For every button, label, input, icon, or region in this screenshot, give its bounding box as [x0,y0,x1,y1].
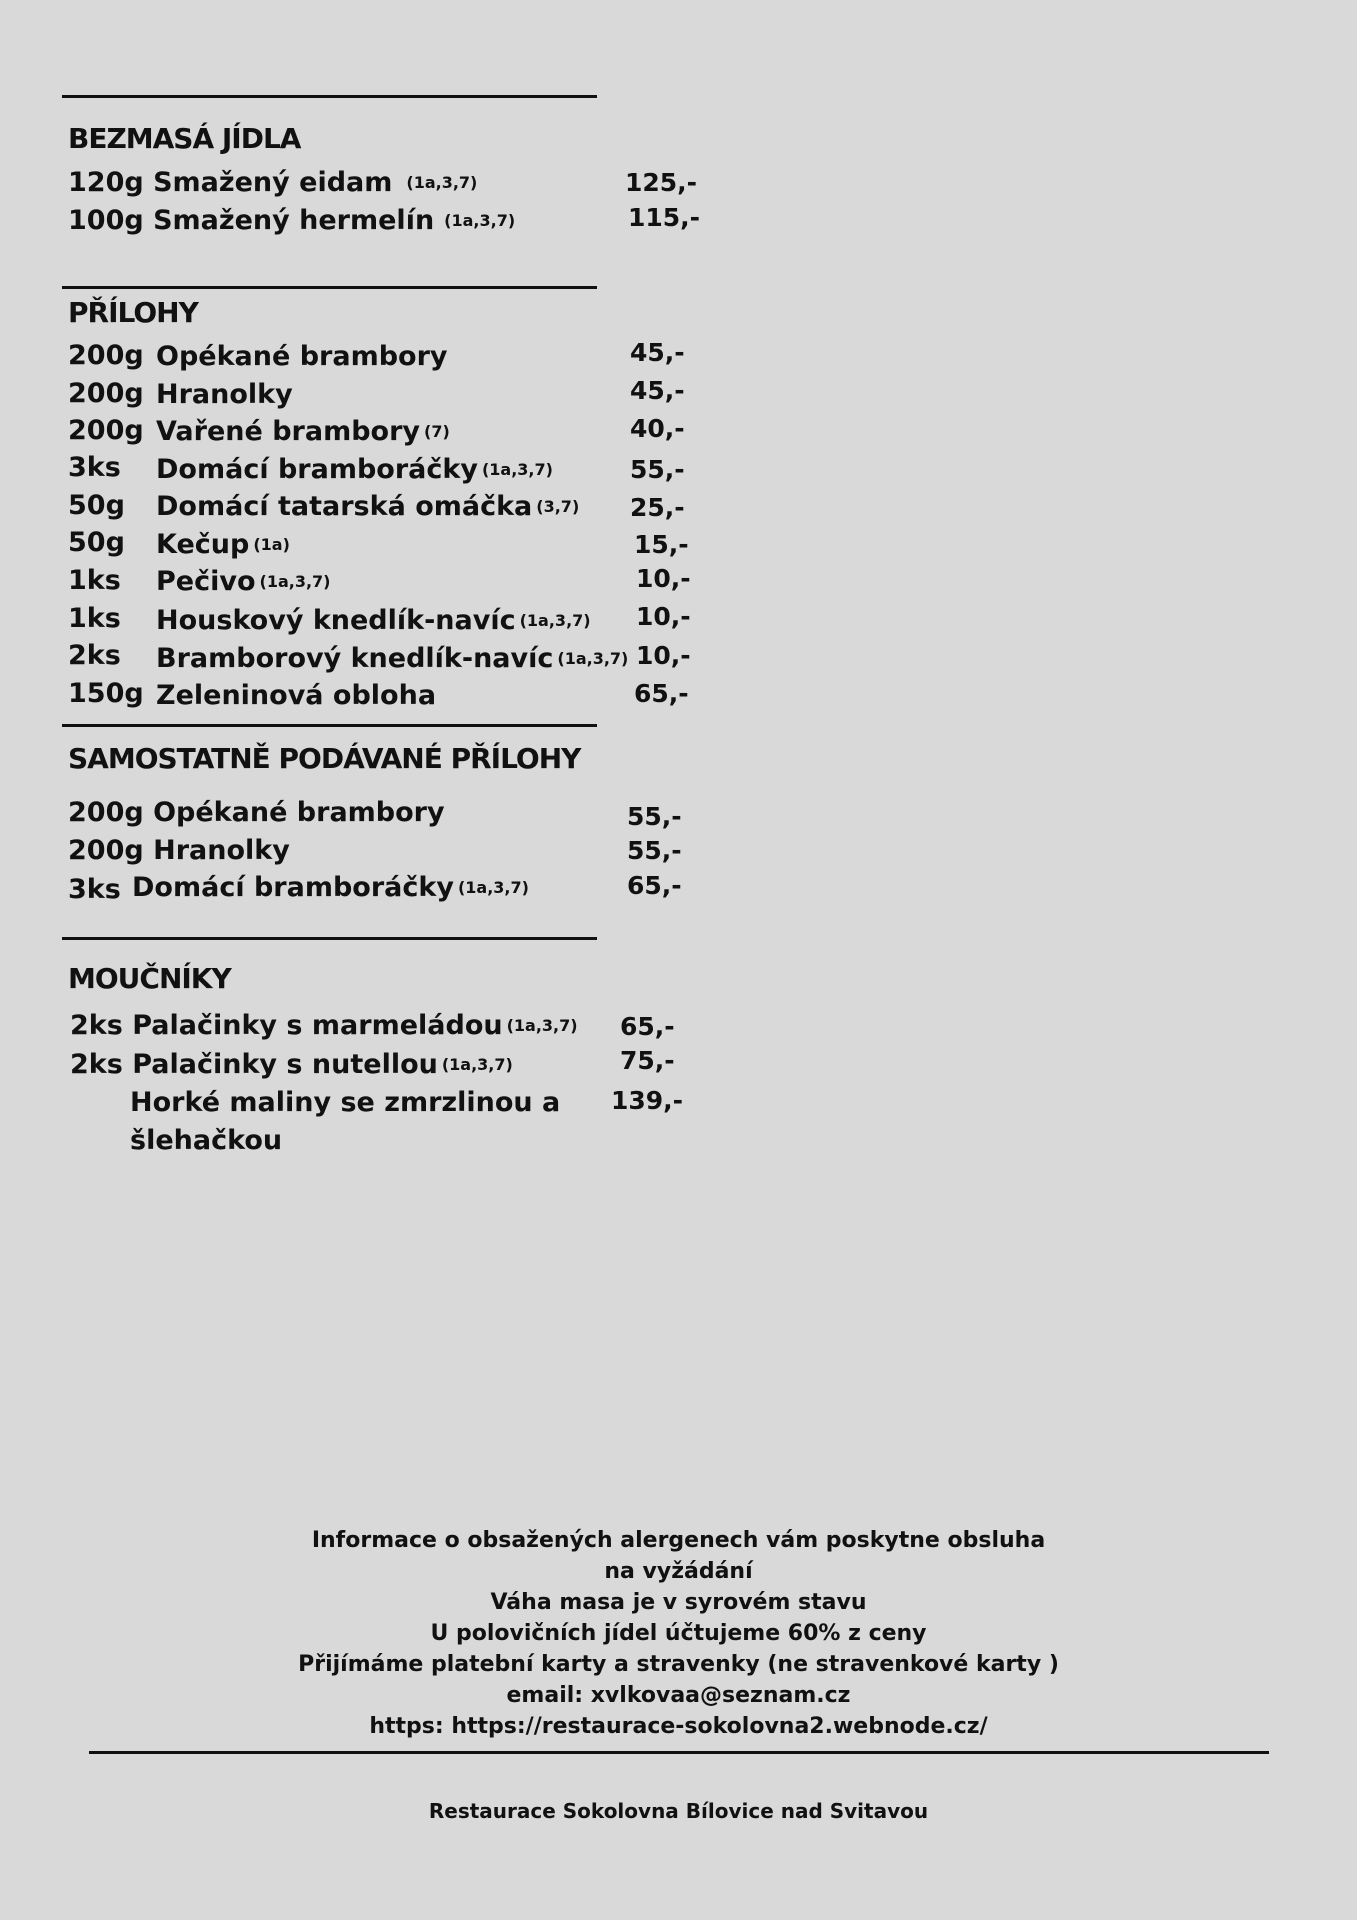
menu-price: 25,- [630,493,685,522]
section-divider [62,286,597,289]
section-divider [62,937,597,940]
item-qty: 2ks [68,640,121,671]
menu-price: 115,- [628,203,701,232]
menu-price: 10,- [636,564,691,593]
info-line: Přijímáme platební karty a stravenky (ne stravenkové karty ) [298,1652,1059,1677]
menu-price: 55,- [630,455,685,484]
menu-item: Zeleninová obloha [156,680,437,711]
menu-price: 75,- [620,1046,675,1075]
menu-price: 125,- [625,168,698,197]
info-block [0,1525,1357,1742]
menu-item: Bramborový knedlík-navíc (1a,3,7) [156,643,629,674]
menu-item: 200g Opékané brambory [68,797,445,828]
info-website: https: https://restaurace-sokolovna2.webnode.cz/ [369,1714,988,1739]
menu-item: 120g Smažený eidam (1a,3,7) [68,167,478,198]
menu-price: 10,- [636,602,691,631]
menu-item: Houskový knedlík-navíc (1a,3,7) [156,605,591,636]
item-qty: 50g [68,490,125,521]
menu-item: Domácí tatarská omáčka (3,7) [156,491,580,522]
section-title-bezmasa: BEZMASÁ JÍDLA [68,122,301,155]
menu-price: 40,- [630,414,685,443]
item-qty: 50g [68,527,125,558]
menu-item: Kečup (1a) [156,529,290,560]
menu-price: 45,- [630,338,685,367]
menu-item: Horké maliny se zmrzlinou a [130,1087,561,1118]
footer-divider [89,1751,1269,1754]
item-qty: 3ks [68,452,121,483]
section-title-prilohy: PŘÍLOHY [68,296,198,329]
menu-price: 65,- [627,871,682,900]
info-line: na vyžádání [604,1559,753,1584]
menu-price: 65,- [634,679,689,708]
item-qty: 1ks [68,603,121,634]
item-qty: 3ks [68,874,121,905]
menu-price: 10,- [636,641,691,670]
menu-price: 45,- [630,376,685,405]
menu-price: 139,- [611,1086,684,1115]
menu-item: 2ks Palačinky s nutellou (1a,3,7) [70,1049,513,1080]
menu-item: Hranolky [156,379,293,410]
menu-price: 15,- [634,530,689,559]
menu-item: Pečivo (1a,3,7) [156,566,331,597]
item-qty: 200g [68,415,144,446]
menu-item: Opékané brambory [156,341,448,372]
menu-item: 100g Smažený hermelín (1a,3,7) [68,205,516,236]
section-divider [62,95,597,98]
menu-price: 65,- [620,1012,675,1041]
menu-item: Domácí bramboráčky (1a,3,7) [156,454,553,485]
section-divider [62,724,597,727]
menu-item: 2ks Palačinky s marmeládou (1a,3,7) [70,1010,578,1041]
info-email: email: xvlkovaa@seznam.cz [506,1683,851,1708]
menu-price: 55,- [627,802,682,831]
section-title-moucniky: MOUČNÍKY [68,962,231,995]
info-line: Informace o obsažených alergenech vám poskytne obsluha [311,1528,1046,1553]
item-qty: 150g [68,678,144,709]
info-line: Váha masa je v syrovém stavu [490,1590,867,1615]
item-qty: 200g [68,378,144,409]
info-line: U polovičních jídel účtujeme 60% z ceny [430,1621,927,1646]
menu-item: Domácí bramboráčky (1a,3,7) [132,872,529,903]
menu-price: 55,- [627,836,682,865]
section-title-samostatne: SAMOSTATNĚ PODÁVANÉ PŘÍLOHY [68,742,581,775]
item-qty: 1ks [68,565,121,596]
menu-item: 200g Hranolky [68,835,290,866]
footer-restaurant-name: Restaurace Sokolovna Bílovice nad Svitavou [428,1799,929,1823]
item-qty: 200g [68,340,144,371]
menu-item-continuation: šlehačkou [130,1125,283,1156]
menu-item: Vařené brambory (7) [156,416,450,447]
